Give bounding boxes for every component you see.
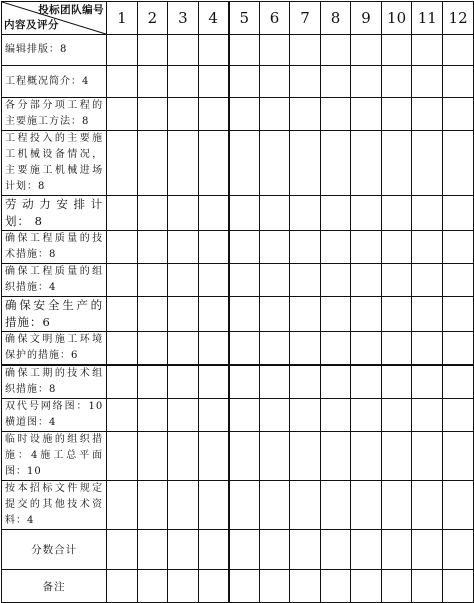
score-cell[interactable] [229, 432, 260, 481]
score-cell[interactable] [137, 432, 168, 481]
score-cell[interactable] [381, 530, 412, 570]
score-cell[interactable] [259, 264, 290, 297]
score-cell[interactable] [290, 399, 321, 432]
criteria-row [2, 196, 474, 231]
score-cell[interactable] [443, 264, 474, 297]
score-cell[interactable] [198, 196, 229, 231]
score-cell[interactable] [443, 297, 474, 332]
score-cell[interactable] [290, 365, 321, 399]
criteria-row [2, 432, 474, 481]
score-cell[interactable] [381, 98, 412, 131]
score-cell[interactable] [198, 570, 229, 603]
score-cell[interactable] [412, 231, 443, 264]
score-cell[interactable] [320, 399, 351, 432]
score-cell[interactable] [412, 196, 443, 231]
score-cell[interactable] [412, 66, 443, 98]
score-cell[interactable] [259, 399, 290, 432]
score-cell[interactable] [229, 399, 260, 432]
score-cell[interactable] [320, 35, 351, 66]
score-cell[interactable] [351, 530, 382, 570]
score-cell[interactable] [107, 481, 138, 530]
score-cell[interactable] [412, 570, 443, 603]
criteria-label: 工程概况简介：4 [2, 66, 107, 98]
score-cell[interactable] [443, 365, 474, 399]
score-cell[interactable] [320, 365, 351, 399]
score-cell[interactable] [351, 264, 382, 297]
score-cell[interactable] [259, 35, 290, 66]
score-cell[interactable] [198, 481, 229, 530]
score-cell[interactable] [443, 332, 474, 366]
score-cell[interactable] [137, 131, 168, 196]
score-cell[interactable] [137, 297, 168, 332]
score-cell[interactable] [229, 365, 260, 399]
criteria-label: 确保工期的技术组织措施：8 [2, 365, 107, 399]
score-cell[interactable] [198, 231, 229, 264]
criteria-label: 工程投入的主要施工机械设备情况，主要施工机械进场计划：8 [2, 131, 107, 196]
score-cell[interactable] [137, 66, 168, 98]
score-cell[interactable] [381, 297, 412, 332]
score-cell[interactable] [290, 297, 321, 332]
score-cell[interactable] [351, 297, 382, 332]
remark-label: 备注 [2, 570, 107, 603]
score-cell[interactable] [168, 196, 199, 231]
score-cell[interactable] [443, 231, 474, 264]
criteria-label: 确保文明施工环境保护的措施：6 [2, 332, 107, 366]
score-cell[interactable] [168, 481, 199, 530]
score-cell[interactable] [351, 231, 382, 264]
score-cell[interactable] [259, 432, 290, 481]
score-cell[interactable] [351, 432, 382, 481]
score-cell[interactable] [198, 66, 229, 98]
score-cell[interactable] [259, 530, 290, 570]
score-cell[interactable] [290, 570, 321, 603]
score-cell[interactable] [198, 35, 229, 66]
score-cell[interactable] [259, 131, 290, 196]
criteria-label: 各分部分项工程的主要施工方法：8 [2, 98, 107, 131]
score-cell[interactable] [290, 530, 321, 570]
criteria-row [2, 131, 474, 196]
score-cell[interactable] [198, 365, 229, 399]
criteria-row [2, 365, 474, 399]
score-cell[interactable] [168, 98, 199, 131]
team-number-12: 12 [443, 2, 474, 35]
team-number-4: 4 [198, 2, 229, 35]
score-cell[interactable] [412, 332, 443, 366]
score-cell[interactable] [443, 196, 474, 231]
score-cell[interactable] [412, 399, 443, 432]
score-cell[interactable] [320, 231, 351, 264]
score-cell[interactable] [381, 481, 412, 530]
criteria-row [2, 332, 474, 366]
team-number-6: 6 [259, 2, 290, 35]
score-cell[interactable] [168, 432, 199, 481]
score-cell[interactable] [168, 264, 199, 297]
score-cell[interactable] [259, 98, 290, 131]
score-cell[interactable] [107, 231, 138, 264]
score-cell[interactable] [229, 35, 260, 66]
score-cell[interactable] [198, 530, 229, 570]
score-cell[interactable] [443, 399, 474, 432]
score-cell[interactable] [259, 332, 290, 366]
team-number-8: 8 [320, 2, 351, 35]
score-cell[interactable] [198, 131, 229, 196]
score-cell[interactable] [107, 131, 138, 196]
team-number-3: 3 [168, 2, 199, 35]
score-cell[interactable] [259, 365, 290, 399]
score-cell[interactable] [229, 231, 260, 264]
score-cell[interactable] [320, 264, 351, 297]
score-cell[interactable] [381, 231, 412, 264]
score-cell[interactable] [290, 231, 321, 264]
score-cell[interactable] [259, 231, 290, 264]
score-cell[interactable] [168, 332, 199, 366]
score-cell[interactable] [320, 98, 351, 131]
criteria-label: 编辑排版：8 [2, 35, 107, 66]
score-cell[interactable] [290, 196, 321, 231]
corner-header-cell [2, 2, 107, 35]
score-cell[interactable] [168, 399, 199, 432]
score-cell[interactable] [351, 131, 382, 196]
score-cell[interactable] [168, 35, 199, 66]
score-cell[interactable] [320, 481, 351, 530]
score-cell[interactable] [381, 131, 412, 196]
criteria-label: 确保工程质量的组织措施：4 [2, 264, 107, 297]
score-cell[interactable] [168, 66, 199, 98]
score-cell[interactable] [107, 98, 138, 131]
team-number-10: 10 [381, 2, 412, 35]
score-cell[interactable] [198, 264, 229, 297]
criteria-row [2, 481, 474, 530]
score-cell[interactable] [137, 35, 168, 66]
total-row [2, 530, 474, 570]
criteria-row [2, 98, 474, 131]
score-cell[interactable] [381, 432, 412, 481]
score-cell[interactable] [137, 399, 168, 432]
score-cell[interactable] [443, 481, 474, 530]
score-cell[interactable] [229, 131, 260, 196]
score-cell[interactable] [229, 98, 260, 131]
score-cell[interactable] [137, 264, 168, 297]
score-cell[interactable] [198, 432, 229, 481]
score-cell[interactable] [412, 131, 443, 196]
score-cell[interactable] [351, 481, 382, 530]
evaluation-table [1, 1, 474, 603]
score-cell[interactable] [107, 66, 138, 98]
score-cell[interactable] [412, 35, 443, 66]
score-cell[interactable] [290, 432, 321, 481]
score-cell[interactable] [168, 570, 199, 603]
score-cell[interactable] [198, 98, 229, 131]
score-cell[interactable] [320, 196, 351, 231]
score-cell[interactable] [443, 570, 474, 603]
score-cell[interactable] [443, 98, 474, 131]
team-number-9: 9 [351, 2, 382, 35]
score-cell[interactable] [259, 196, 290, 231]
score-cell[interactable] [351, 196, 382, 231]
score-cell[interactable] [290, 35, 321, 66]
criteria-label: 劳动力安排计划： 8 [2, 196, 107, 231]
score-cell[interactable] [107, 35, 138, 66]
criteria-heading: 内容及评分 [4, 19, 59, 31]
score-cell[interactable] [290, 264, 321, 297]
score-cell[interactable] [229, 196, 260, 231]
total-label: 分数合计 [2, 530, 107, 570]
score-cell[interactable] [443, 35, 474, 66]
score-cell[interactable] [107, 570, 138, 603]
score-cell[interactable] [412, 98, 443, 131]
score-cell[interactable] [137, 481, 168, 530]
score-cell[interactable] [168, 131, 199, 196]
score-cell[interactable] [168, 530, 199, 570]
score-cell[interactable] [198, 332, 229, 366]
score-cell[interactable] [320, 66, 351, 98]
score-cell[interactable] [290, 332, 321, 366]
score-cell[interactable] [229, 481, 260, 530]
criteria-label: 确保安全生产的措施：6 [2, 297, 107, 332]
score-cell[interactable] [107, 297, 138, 332]
score-cell[interactable] [412, 481, 443, 530]
score-cell[interactable] [351, 66, 382, 98]
criteria-row [2, 35, 474, 66]
score-cell[interactable] [443, 66, 474, 98]
score-cell[interactable] [107, 530, 138, 570]
score-cell[interactable] [137, 231, 168, 264]
score-cell[interactable] [381, 196, 412, 231]
score-cell[interactable] [443, 131, 474, 196]
score-cell[interactable] [107, 264, 138, 297]
score-cell[interactable] [137, 365, 168, 399]
criteria-row [2, 399, 474, 432]
team-number-heading: 投标团队编号 [38, 4, 105, 16]
score-cell[interactable] [320, 297, 351, 332]
score-cell[interactable] [107, 332, 138, 366]
score-cell[interactable] [320, 432, 351, 481]
score-cell[interactable] [107, 196, 138, 231]
score-cell[interactable] [229, 530, 260, 570]
score-cell[interactable] [351, 332, 382, 366]
score-cell[interactable] [351, 570, 382, 603]
score-cell[interactable] [320, 131, 351, 196]
score-cell[interactable] [320, 570, 351, 603]
criteria-row [2, 264, 474, 297]
score-cell[interactable] [412, 432, 443, 481]
score-cell[interactable] [412, 530, 443, 570]
criteria-label: 双代号网络图：10横道图：4 [2, 399, 107, 432]
score-cell[interactable] [168, 365, 199, 399]
score-cell[interactable] [320, 332, 351, 366]
score-cell[interactable] [137, 530, 168, 570]
criteria-label: 临时设施的组织措施：4施工总平面图：10 [2, 432, 107, 481]
score-cell[interactable] [412, 365, 443, 399]
score-cell[interactable] [381, 264, 412, 297]
score-cell[interactable] [412, 264, 443, 297]
header-row [2, 2, 474, 35]
score-cell[interactable] [198, 399, 229, 432]
score-cell[interactable] [107, 365, 138, 399]
score-cell[interactable] [259, 297, 290, 332]
score-cell[interactable] [168, 231, 199, 264]
score-cell[interactable] [168, 297, 199, 332]
score-cell[interactable] [381, 399, 412, 432]
score-cell[interactable] [229, 66, 260, 98]
score-cell[interactable] [412, 297, 443, 332]
score-cell[interactable] [351, 35, 382, 66]
score-cell[interactable] [107, 432, 138, 481]
criteria-label: 确保工程质量的技术措施：8 [2, 231, 107, 264]
score-cell[interactable] [290, 131, 321, 196]
criteria-row [2, 66, 474, 98]
criteria-row [2, 231, 474, 264]
score-cell[interactable] [290, 66, 321, 98]
score-cell[interactable] [107, 399, 138, 432]
score-cell[interactable] [290, 98, 321, 131]
score-cell[interactable] [381, 365, 412, 399]
score-cell[interactable] [290, 481, 321, 530]
score-cell[interactable] [381, 570, 412, 603]
score-cell[interactable] [381, 35, 412, 66]
score-cell[interactable] [320, 530, 351, 570]
score-cell[interactable] [259, 570, 290, 603]
team-number-11: 11 [412, 2, 443, 35]
score-cell[interactable] [229, 264, 260, 297]
team-number-5: 5 [229, 2, 260, 35]
score-cell[interactable] [137, 570, 168, 603]
score-cell[interactable] [259, 481, 290, 530]
score-cell[interactable] [351, 98, 382, 131]
score-cell[interactable] [381, 66, 412, 98]
team-number-7: 7 [290, 2, 321, 35]
criteria-label: 按本招标文件规定提交的其他技术资料：4 [2, 481, 107, 530]
team-number-2: 2 [137, 2, 168, 35]
score-cell[interactable] [259, 66, 290, 98]
score-cell[interactable] [351, 399, 382, 432]
score-cell[interactable] [443, 432, 474, 481]
score-cell[interactable] [229, 570, 260, 603]
score-cell[interactable] [137, 332, 168, 366]
criteria-row [2, 297, 474, 332]
score-cell[interactable] [381, 332, 412, 366]
score-cell[interactable] [443, 530, 474, 570]
team-number-1: 1 [107, 2, 138, 35]
score-cell[interactable] [351, 365, 382, 399]
score-cell[interactable] [229, 297, 260, 332]
remark-row [2, 570, 474, 603]
score-cell[interactable] [137, 98, 168, 131]
score-cell[interactable] [198, 297, 229, 332]
score-cell[interactable] [137, 196, 168, 231]
score-cell[interactable] [229, 332, 260, 366]
